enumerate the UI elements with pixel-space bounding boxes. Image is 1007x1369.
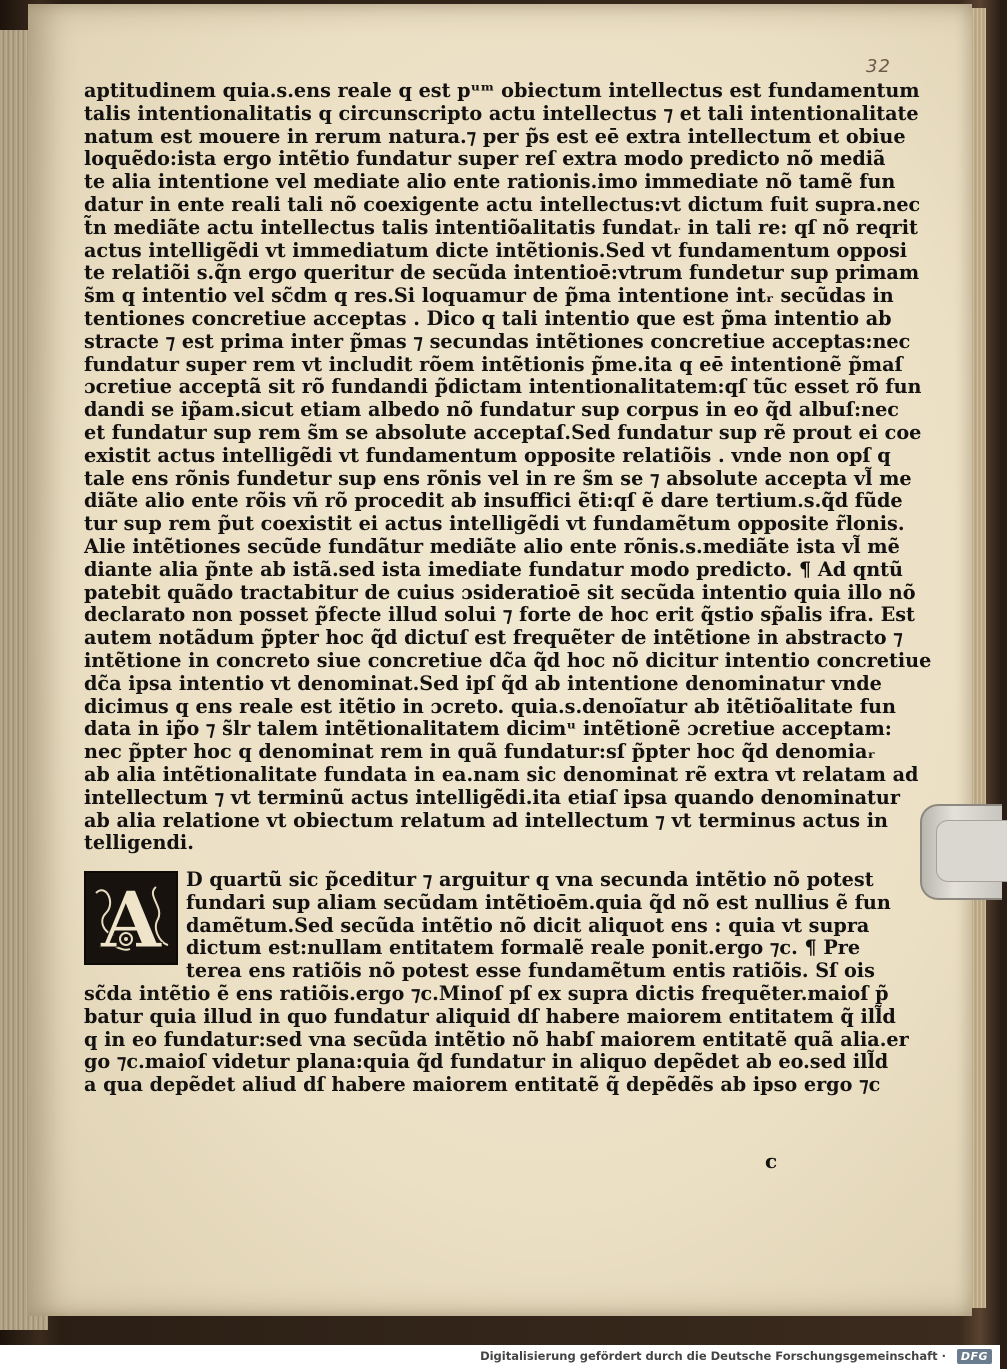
footer-credit: Digitalisierung gefördert durch die Deutsche Forschungsgemeinschaft · xyxy=(480,1349,946,1363)
text-line: terea ens ratiõis nõ potest esse fundamẽtum entis ratiõis. Sſ ois xyxy=(186,959,875,983)
text-line: et fundatur sup rem s̃m se absolute acceptaſ.Sed fundatur sup rẽ prout ei coe xyxy=(84,420,922,444)
text-line: tale ens rõnis fundetur sup ens rõnis vel in re s̃m se ⁊ absolute accepta vl̃ me xyxy=(84,466,912,490)
text-line: go ⁊c.maioſ videtur plana:quia q̃d fundatur in aliquo depẽdet ab eo.sed ill̃d xyxy=(84,1050,889,1074)
text-line: q in eo fundatur:sed vna secũda intẽtio nõ habſ maiorem entitatẽ quã alia.er xyxy=(84,1027,909,1051)
text-line: dandi se ip̃am.sicut etiam albedo nõ fundatur sup corpus in eo q̃d albuſ:nec xyxy=(84,398,899,422)
text-line: data in ip̃o ⁊ s̃lr talem intẽtionalitatem dicimᵘ intẽtionẽ ɔcretiue acceptam: xyxy=(84,717,892,741)
decorated-initial xyxy=(84,871,178,965)
text-line: dictum est:nullam entitatem formalẽ reale ponit.ergo ⁊c. ¶ Pre xyxy=(186,936,861,960)
paragraph-2-full-lines xyxy=(84,982,909,1097)
folio-number: 32 xyxy=(866,56,891,77)
main-text-block xyxy=(84,79,932,1097)
text-line: te relatiõi s.q̃n ergo queritur de secũda intentioē:vtrum fundetur sup primam xyxy=(84,261,920,285)
text-line: s̃m q intentio vel sc̃dm q res.Si loquamur de p̃ma intentione intᵣ secũdas in xyxy=(84,284,894,308)
text-line: patebit quãdo tractabitur de cuius ɔsideratioē sit secũda intentio quia illo nõ xyxy=(84,580,916,604)
text-line: declarato non posset p̃fecte illud solui ⁊ forte de hoc erit q̃stio sp̃alis ifra. Est xyxy=(84,603,915,627)
text-line: autem notãdum p̃pter hoc q̃d dictuſ est frequẽter de intẽtione in abstracto ⁊ xyxy=(84,626,903,650)
text-line: ɔcretiue acceptã sit rõ fundandi p̃dictam intentionalitatem:qſ tũc esset rõ fun xyxy=(84,375,922,399)
text-line: D quartũ sic p̃ceditur ⁊ arguitur q vna secunda intẽtio nõ potest xyxy=(186,868,874,892)
section-gap xyxy=(84,855,818,869)
text-line: aptitudinem quia.s.ens reale q est pᵘᵐ obiectum intellectus est fundamentum xyxy=(84,79,920,102)
page-clip xyxy=(920,804,1002,900)
footer-bar xyxy=(0,1345,1000,1369)
initial-letter: A xyxy=(100,875,162,967)
text-line: actus intelligẽdi vt immediatum dicte intẽtionis.Sed vt fundamentum opposi xyxy=(84,238,908,262)
text-line: sc̃da intẽtio ẽ ens ratiõis.ergo ⁊c.Minoſ pſ ex supra dictis frequẽter.maioſ p̃ xyxy=(84,982,889,1006)
text-line: loquẽdo:ista ergo intẽtio fundatur super reſ extra modo predicto nõ mediã xyxy=(84,147,886,171)
text-line: te alia intentione vel mediate alio ente rationis.imo immediate nõ tamẽ fun xyxy=(84,170,896,194)
text-line: batur quia illud in quo fundatur aliquid dſ habere maiorem entitatem q̃ ill̃d xyxy=(84,1004,896,1028)
text-line: intellectum ⁊ vt terminũ actus intelligẽdi.ita etiaſ ipsa quando denominatur xyxy=(84,785,900,809)
text-line: stracte ⁊ est prima inter p̃mas ⁊ secundas intẽtiones concretiue acceptas:nec xyxy=(84,329,911,353)
page-clip-inner xyxy=(936,820,1007,882)
text-line: tentiones concretiue acceptas . Dico q tali intentio que est p̃ma intentio ab xyxy=(84,306,892,330)
text-line: dicimus q ens reale est itẽtio in ɔcreto. quia.s.denoĩatur ab itẽtiõalitate fun xyxy=(84,694,896,718)
catchword: c xyxy=(765,1149,778,1173)
dfg-logo: DFG xyxy=(957,1349,992,1364)
text-line: fundari sup aliam secũdam intẽtioēm.quia q̃d nõ est nullius ẽ fun xyxy=(186,890,891,914)
text-line: Alie intẽtiones secũde fundãtur mediãte alio ente rõnis.s.mediãte ista vl̃ mẽ xyxy=(84,534,900,558)
text-line: ab alia intẽtionalitate fundata in ea.nam sic denominat rẽ extra vt relatam ad xyxy=(84,762,919,786)
paragraph-2-indented-lines xyxy=(84,868,891,983)
text-line: fundatur super rem vt includit rõem intẽtionis p̃me.ita q eē intentionẽ p̃maſ xyxy=(84,352,903,376)
text-line: t̃n mediãte actu intellectus talis intentiõalitatis fundatᵣ in tali re: qſ nõ reqrit xyxy=(84,215,918,239)
paragraph-2 xyxy=(84,868,909,1097)
text-line: telligendi. xyxy=(84,831,194,855)
text-line: nec p̃pter hoc q denominat rem in quã fundatur:sſ p̃pter hoc q̃d denomiaᵣ xyxy=(84,740,876,764)
text-line: ab alia relatione vt obiectum relatum ad intellectum ⁊ vt terminus actus in xyxy=(84,808,889,832)
text-line: existit actus intelligẽdi vt fundamentum opposite relatiõis . vnde non opſ q xyxy=(84,443,891,467)
text-line: natum est mouere in rerum natura.⁊ per p̃s est eē extra intellectum et obiue xyxy=(84,124,906,148)
text-line: diãte alio ente rõis vñ rõ procedit ab insuffici ẽti:qſ ẽ dare tertium.s.q̃d fũde xyxy=(84,489,903,513)
text-line: diante alia p̃nte ab istã.sed ista imediate fundatur modo predicto. ¶ Ad qntũ xyxy=(84,557,903,581)
text-line: talis intentionalitatis q circunscripto actu intellectus ⁊ et tali intentionalitate xyxy=(84,101,919,125)
decorated-initial-icon xyxy=(86,873,176,967)
paragraph-1 xyxy=(84,79,932,855)
text-line: dc̃a ipsa intentio vt denominat.Sed ipſ q̃d ab intentione denominatur vnde xyxy=(84,671,882,695)
text-line: a qua depẽdet aliud dſ habere maiorem entitatẽ q̃ depẽdẽs ab ipso ergo ⁊c xyxy=(84,1073,881,1097)
text-line: datur in ente reali tali nõ coexigente actu intellectus:vt dictum fuit supra.nec xyxy=(84,192,921,216)
text-line: damẽtum.Sed secũda intẽtio nõ dicit aliquot ens : quia vt supra xyxy=(186,913,870,937)
text-line: tur sup rem p̃ut coexistit ei actus intelligẽdi vt fundamẽtum opposite r̃lonis. xyxy=(84,512,905,536)
text-line: intẽtione in concreto siue concretiue dc̃a q̃d hoc nõ dicitur intentio concretiue xyxy=(84,648,932,672)
